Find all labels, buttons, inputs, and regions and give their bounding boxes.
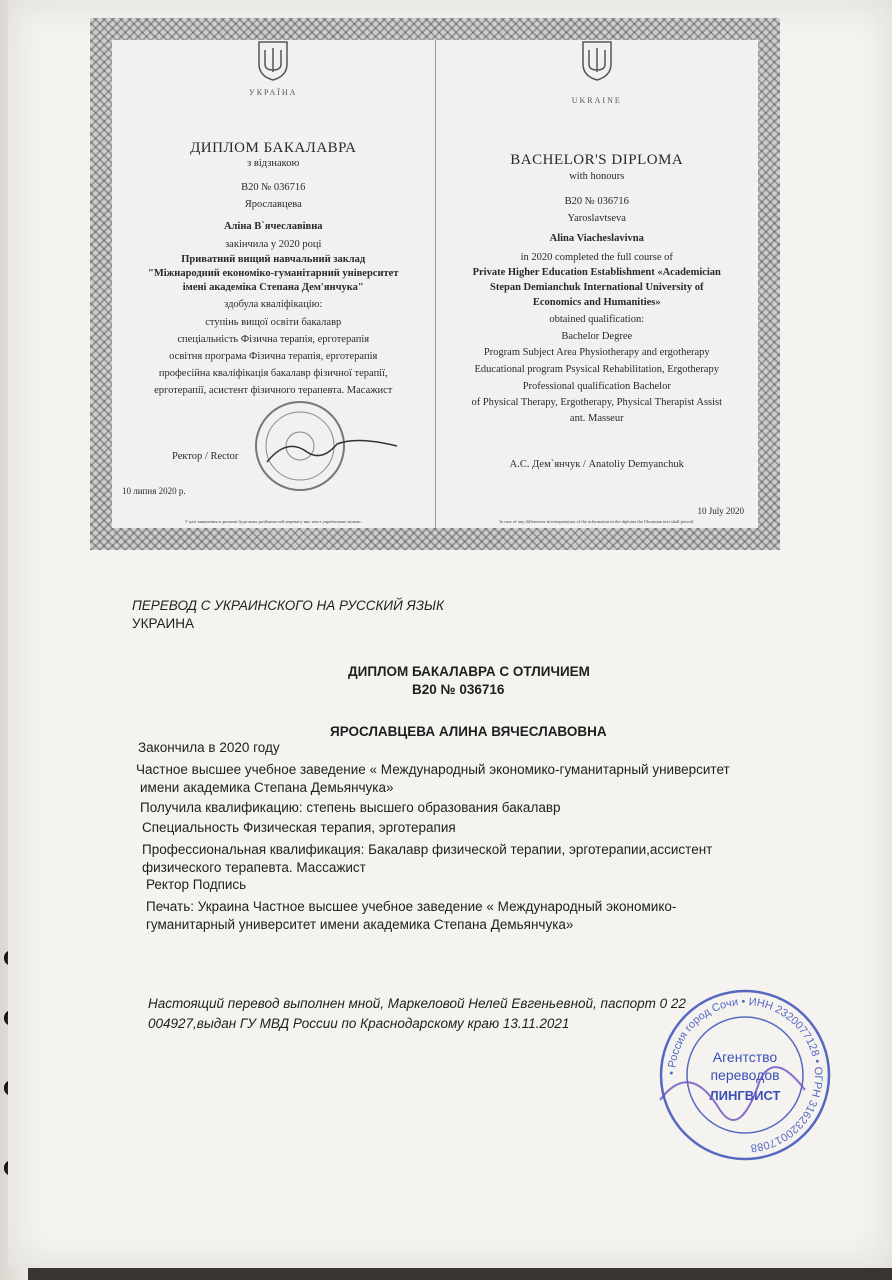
country-label: UKRAINE — [571, 96, 622, 105]
surname: Yaroslavtseva — [567, 213, 626, 224]
institution-line: Economics and Humanities» — [532, 297, 661, 308]
rector-label: Ректор / Rector — [172, 451, 239, 462]
text-line: имени академика Степана Демьянчука» — [140, 780, 394, 795]
qualification-line: ерготерапії, асистент фізичного терапевта. Масажист — [154, 385, 393, 396]
diploma-title: ДИПЛОМ БАКАЛАВРА — [190, 140, 357, 156]
stamp-ring-text: • Россия город Сочи • ИНН 2320077128 • ОГРН 3162320017088 — [665, 995, 825, 1154]
signatory-line: А.С. Дем`янчук / Anatoliy Demyanchuk — [509, 459, 684, 470]
program-line: Educational program Psysical Rehabilitation, Ergotherapy — [474, 364, 719, 375]
text-line: Ректор Подпись — [146, 877, 247, 892]
issue-date: 10 липня 2020 р. — [122, 486, 186, 496]
given-name: Аліна В`ячеславівна — [223, 221, 323, 232]
degree-line: Bachelor Degree — [561, 331, 633, 342]
honours-label: з відзнакою — [247, 158, 300, 169]
country-heading: УКРАИНА — [132, 616, 195, 631]
diploma-scan — [90, 18, 780, 550]
qualification-line: професійна кваліфікація бакалавр фізичної терапії, — [158, 368, 388, 379]
text-line: Профессиональная квалификация: Бакалавр физической терапии, эрготерапии,ассистент — [142, 842, 713, 857]
text-line: Печать: Украина Частное высшее учебное заведение « Международный экономико- — [146, 899, 677, 914]
text-line: Получила квалификацию: степень высшего образования бакалавр — [140, 800, 561, 815]
surname: Ярославцева — [244, 199, 302, 210]
issue-date: 10 July 2020 — [697, 506, 744, 516]
completed-line: in 2020 completed the full course of — [520, 252, 673, 263]
translation-agency-stamp-icon — [650, 980, 840, 1170]
qualification-line: ant. Masseur — [569, 413, 624, 424]
translation-header: ПЕРЕВОД С УКРАИНСКОГО НА РУССКИЙ ЯЗЫК — [132, 598, 444, 613]
document-number: B20 № 036716 — [412, 682, 505, 697]
institution-line: "Міжнародний економіко-гуманітарний університет — [148, 268, 399, 279]
stamp-text: ЛИНГВИСТ — [709, 1088, 781, 1103]
specialty-line: Program Subject Area Physiotherapy and ergotherapy — [483, 347, 710, 358]
institution-line: Stepan Demianchuk International University of — [489, 282, 704, 293]
completed-line: закінчила у 2020 році — [225, 239, 322, 250]
institution-line: Приватний вищий навчальний заклад — [181, 254, 366, 265]
translator-note: 004927,выдан ГУ МВД России по Краснодарскому краю 13.11.2021 — [148, 1016, 570, 1031]
given-name: Alina Viacheslavivna — [549, 233, 644, 244]
specialty-line: спеціальність Фізична терапія, ерготерапія — [177, 334, 370, 345]
stamp-text: Агентство — [712, 1049, 778, 1065]
diploma-page-english — [436, 40, 759, 528]
diploma-page-ukrainian — [112, 40, 436, 528]
footnote: In case of any differences in interpretation of the information in the diploma the Ukrainian text shall prevail. — [499, 519, 695, 524]
text-line: Частное высшее учебное заведение « Международный экономико-гуманитарный университет — [136, 762, 730, 777]
diploma-number: B20 № 036716 — [241, 182, 306, 193]
diploma-number: B20 № 036716 — [564, 196, 629, 207]
footnote: У разі виявлення в дипломі будь-яких розбіжностей перевагу має текст українською мовою. — [184, 519, 362, 524]
trident-icon — [577, 40, 617, 82]
stamp-text: переводов — [710, 1067, 780, 1083]
diploma-title: BACHELOR'S DIPLOMA — [510, 152, 684, 168]
translator-note: Настоящий перевод выполнен мной, Маркеловой Нелей Евгеньевной, паспорт 0 22 — [148, 996, 686, 1011]
text-line: Специальность Физическая терапия, эрготерапия — [142, 820, 456, 835]
obtained-line: obtained qualification: — [549, 314, 645, 325]
trident-icon — [253, 40, 293, 82]
qualification-line: Professional qualification Bachelor — [522, 381, 671, 392]
program-line: освітня програма Фізична терапія, ерготерапія — [169, 351, 378, 362]
text-line: Закончила в 2020 году — [138, 740, 280, 755]
text-line: гуманитарный университет имени академика Степана Демьянчука» — [146, 917, 574, 932]
institution-line: імені академіка Степана Дем'янчука" — [182, 282, 364, 293]
signature-icon — [262, 432, 402, 472]
qualification-line: of Physical Therapy, Ergotherapy, Physical Therapist Assist — [471, 397, 723, 408]
honours-label: with honours — [569, 171, 625, 182]
institution-line: Private Higher Education Establishment «Academician — [472, 267, 721, 278]
country-label: УКРАЇНА — [249, 88, 298, 97]
obtained-line: здобула кваліфікацію: — [224, 299, 323, 310]
document-title: ДИПЛОМ БАКАЛАВРА С ОТЛИЧИЕМ — [348, 664, 590, 679]
graduate-name: ЯРОСЛАВЦЕВА АЛИНА ВЯЧЕСЛАВОВНА — [330, 724, 607, 739]
text-line: физического терапевта. Массажист — [142, 860, 366, 875]
degree-line: ступінь вищої освіти бакалавр — [205, 317, 342, 328]
